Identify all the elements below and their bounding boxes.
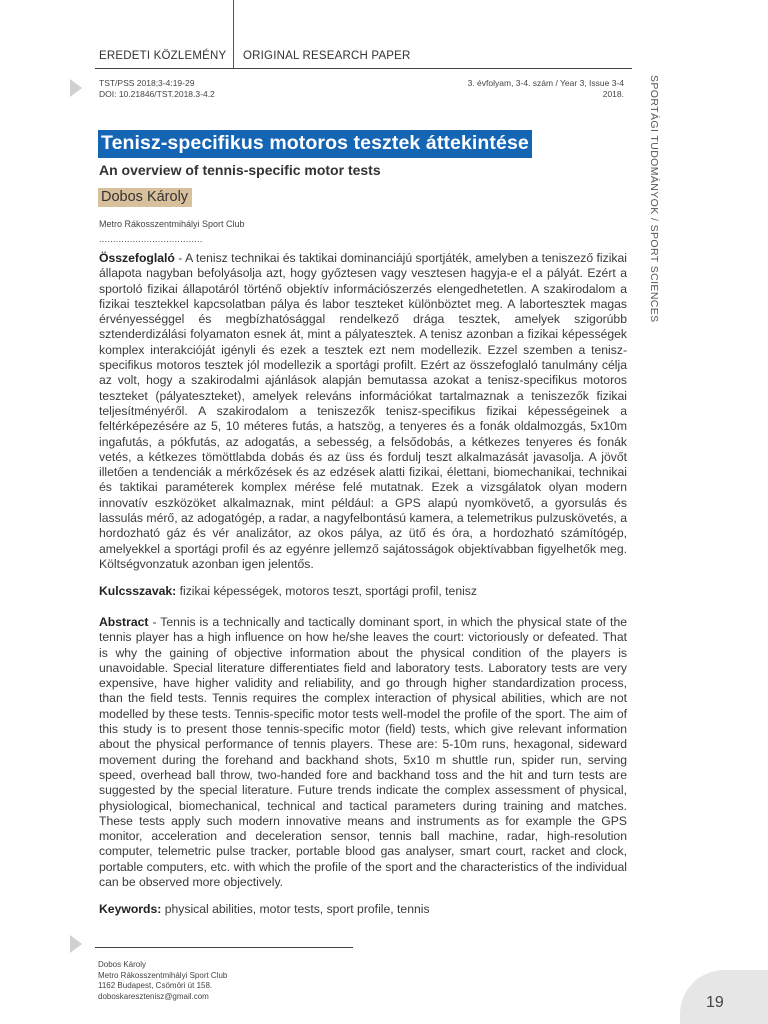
abstract-en-label: Abstract [99, 615, 149, 629]
abstract-en-text: - Tennis is a technically and tactically dominant sport, in which the physical state of the tennis player has a high influence on how he/she leaves the court: victoriously or defeated. That is why the gaining of objective information about the physical condition of the players is unavoidable. Special literature differentiates field and laboratory tests. Laboratory tests are very expensive, have higher validity and reliability, and go through higher standardization process, than the field tests. Tennis requires the complex interaction of physical abilities, which are not modelled by these tests. Tennis-specific motor tests well-model the profile of the sport. The aim of this study is to present those tennis-specific motor (field) tests, which give relevant information about the physical performance of tennis players. These are: 5-10m runs, hexagonal, sideward movement during the forehand and backhand shots, 5x10 m shuttle run, spider run, serving speed, overhead ball throw, two-handed fore and backhand toss and the hit and turn tests are suggested by the special literature. Future trends indicate the complex assessment of physical, physiological, biomechanical, technical and tactical parameters during training and matches. These tests apply such modern innovative means and instruments as for example the GPS monitor, acceleration and deceleration sensor, tennis ball machine, radar, high-resolution computer, telemetric pulse tracker, portable blood gas analyser, smart court, racket and clock, portable computers, etc. with which the profile of the sport and the characteristics of the individual can be observed more objectively. [99, 615, 627, 890]
play-arrow-icon [70, 935, 82, 953]
abstract-english [99, 615, 627, 890]
abstract-hungarian [99, 251, 627, 572]
page-number-tab [680, 970, 768, 1024]
author-name: Dobos Károly [98, 188, 192, 207]
keywords-english [99, 902, 627, 917]
footnote-club: Metro Rákosszentmihályi Sport Club [98, 970, 228, 980]
dotted-separator: ..................................... [99, 234, 203, 244]
volume-text: 3. évfolyam, 3-4. szám / Year 3, Issue 3-4 [467, 78, 624, 88]
play-arrow-icon [70, 79, 82, 97]
abstract-hu-text: - A tenisz technikai és taktikai dominanciájú sportjáték, amelyben a teniszező fizikai állapota nagyban befolyásolja azt, hogy győztesen vagy vesztesen hagyja-e el a pályát. Ezért a sportoló fizikai állapotáról történő objektív információszerzés elengedhetetlen. A szakirodalom a fizikai tesztekkel kapcsolatban pálya és labor teszteket különböztet meg. A labortesztek magas érvényességgel és megbízhatósággal rendelkező drága tesztek, amelyek szigorúbb sztenderdizálási folyamaton esnek át, mint a pályatesztek. A tenisz azonban a fizikai képességek komplex interakcióját igényli és ezek a tesztek ezt nem modellezik. Ezzel szemben a tenisz-specifikus motoros tesztek jól modellezik a sportági profilt. Ezért az összefoglaló tanulmány célja az volt, hogy a szakirodalmi ajánlások alapján bemutassa azokat a tenisz-specifikus motoros teszteket (pályateszteket), amelyek releváns információkat tartalmaznak a teniszezők fizikai teljesítményéről. A szakirodalom a teniszezők tenisz-specifikus fizikai képességeinek a feltérképezésére az 5, 10 méteres futás, a hatszög, a tenyeres és a fonák oldalmozgás, 5x10m ingafutás, a pókfutás, az adogatás, a sebesség, a felsődobás, a kétkezes tenyeres és fonák vetés, a kétkezes tömöttlabda dobás és az üss és fordulj teszt alkalmazását javasolja. A jövőt illetően a tendenciák a mérkőzések és az edzések alatti fizikai, élettani, biomechanikai, technikai és taktikai paraméterek komplex mérése felé mutatnak. Ezek a vizsgálatok olyan modern innovatív eszközöket alkalmaznak, mint például: a GPS alapú nyomkövető, a gyorsulás és lassulás mérő, az adogatógép, a radar, a nagyfelbontású kamera, a telemetrikus pulzuskövetés, a hordozható gáz és vér analizátor, az okos pálya, az ütő és óra, a hordozható számítógép, amelyekkel a sportági profil és az egyénre jellemző sajátosságok objektívabban figyelhetők meg. Költségvonzatuk azonban igen jelentős. [99, 251, 627, 571]
doi-text: DOI: 10.21846/TST.2018.3-4.2 [99, 89, 215, 99]
keywords-en-label: Keywords: [99, 902, 162, 916]
abstract-hu-label: Összefoglaló [99, 251, 175, 265]
author-affiliation: Metro Rákosszentmihályi Sport Club [99, 219, 245, 229]
footnote-email: doboskaresztenisz@gmail.com [98, 991, 209, 1001]
keywords-en-text: physical abilities, motor tests, sport profile, tennis [161, 902, 430, 916]
keywords-hu-text: fizikai képességek, motoros teszt, sportági profil, tenisz [176, 584, 477, 598]
correspondence-footnote [98, 960, 227, 1002]
footnote-name: Dobos Károly [98, 960, 147, 969]
header-rule [95, 68, 632, 69]
issn-text: TST/PSS 2018;3-4:19-29 [99, 78, 195, 88]
header-divider [233, 0, 234, 68]
footnote-address: 1162 Budapest, Csömöri út 158. [98, 981, 213, 990]
journal-meta [99, 78, 215, 100]
header-left-label: EREDETI KÖZLEMÉNY [99, 50, 227, 62]
header-right-label: ORIGINAL RESEARCH PAPER [243, 50, 411, 62]
keywords-hu-label: Kulcsszavak: [99, 584, 177, 598]
year-text: 2018. [602, 89, 624, 99]
issue-meta [468, 78, 624, 100]
sidebar-label: SPORTÁGI TUDOMÁNYOK / SPORT SCIENCES [648, 75, 660, 323]
keywords-hungarian [99, 584, 627, 599]
footnote-rule [95, 947, 353, 948]
article-title: Tenisz-specifikus motoros tesztek áttekintése [98, 130, 532, 158]
section-sidebar [646, 75, 668, 375]
page-number: 19 [706, 994, 724, 1011]
article-subtitle: An overview of tennis-specific motor tests [99, 162, 381, 178]
